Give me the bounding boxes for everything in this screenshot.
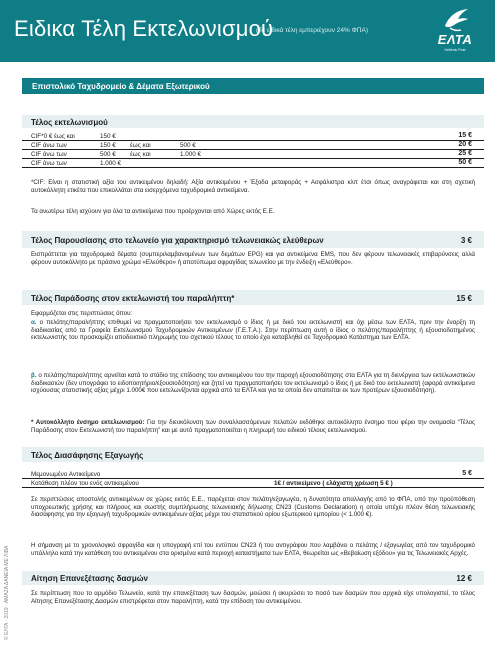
- delivery-fee-title: Τέλος Παράδοσης στον εκτελωνιστή του παραλήπτη*: [22, 290, 484, 305]
- fee-row: CIF άνω των 500 € έως και 1.000 € 25 €: [22, 150, 484, 159]
- non-eu-note: Τα ανωτέρω τέλη ισχύουν για όλα τα αντικείμενα που προέρχονται από Χώρες εκτός Ε.Ε.: [31, 208, 275, 215]
- side-copyright: © ΕΛΤΑ · 2019 · ΑΜΑΖΑ ΔΑΝΕΙΑ ΜΕ ΛΙΒΑ: [4, 545, 10, 640]
- content-area: [22, 78, 484, 650]
- presentation-fee-text: Εισπράττεται για ταχυδρομικά δέματα (συμπεριλαμβανομένων των δεμάτων EPG) και για αντικείμενα EMS, που δεν φέρουν τελωνειακές επιβαρύνσεις αλλά φέρουν αυτοκόλλητο με πράσινο χρώμα «Ελεύθερο» ή αποτύπωμα σφραγίδας τελωνείου με την ένδειξη «Ελεύθερο».: [31, 251, 475, 266]
- customs-fee-title: Τέλος εκτελωνισμού: [22, 115, 484, 128]
- export-text-2: Η σήμανση με το χρονολογικό σφραγίδα και η υπογραφή επί του εντύπου CN23 ή του αντιγράφου που λαμβάνει ο πελάτης / εξαγωγέας από τον ταχυδρομικό υπάλληλο κατά την κατάθεση του αντικειμένου στα ορισμένα κατά περιοχή καταστήματα των ΕΛΤΑ, θεωρείται ως «Βεβαίωση εξόδου» για τις Τελωνειακές Αρχές.: [31, 542, 475, 557]
- delivery-case-b: β. ο πελάτης/παραλήπτης αρνείται κατά το στάδιο της επίδοσης του αντικειμένου του την παροχή εξουσιοδότησης στα ΕΛΤΑ για τη διενέργεια των εκτελωνιστικών διαδικασιών (δεν υπογράφει το ειδοποιητήριο/εξουσιοδότηση) και ζητεί να πραγματοποιήσει τον εκτελωνισμό ο ίδιος ή με δικό του εκτελωνιστή (αφορά αντικείμενα ισχύουσας στατιστικής αξίας μέχρι 1.000€ που εκτελωνίζονται αρχικά από τα ΕΛΤΑ και για τα οποία δεν απαιτείται εκ των προτέρων εξουσιοδότηση).: [31, 372, 475, 395]
- section-title: Επιστολικό Ταχυδρομείο & Δέματα Εξωτερικού: [22, 78, 484, 94]
- page-title: Ειδικα Τέλη Εκτελωνισμού: [14, 16, 274, 41]
- page-header: [0, 0, 495, 62]
- delivery-fee-price: 15 €: [456, 294, 472, 303]
- fee-row: CIF άνω των 150 € έως και 500 € 20 €: [22, 141, 484, 150]
- logo-text: ΕΛΤΑ: [437, 32, 473, 47]
- duty-review-price: 12 €: [456, 574, 472, 583]
- logo-subtext: Hellenic Post: [444, 48, 466, 52]
- export-fee-title: Τέλος Διασάφησης Εξαγωγής: [22, 447, 484, 462]
- delivery-intro: Εφαρμόζεται στις περιπτώσεις όπου:: [31, 310, 133, 317]
- export-row-multiple: Κατάθεση πλέον του ενός αντικειμένου 1€ / αντικείμενο ( ελάχιστη χρέωση 5 € ): [22, 479, 484, 488]
- export-text-1: Σε περιπτώσεις αποστολής αντικειμένων σε χώρες εκτός Ε.Ε., παρέχεται στον πελάτη/εξαγωγέα, η δυνατότητα απαλλαγής από το ΦΠΑ, υπό την προϋπόθεση υποχρεωτικής χρήσης και πλήρους και σωστής συμπλήρωσης τελωνειακής δήλωσης CN23 (Customs Declaration) η οποία υπέχει πλέον θέση τελωνειακής διασάφησης για την εξαγωγή ταχυδρομικών αντικειμένων αξίας μέχρι του στατιστικού ορίου εξωτερικού εμπορίου (< 1.000 €).: [31, 496, 475, 519]
- hermes-icon: [441, 6, 471, 34]
- duty-review-text: Σε περίπτωση που το αρμόδιο Τελωνείο, κατά την επανεξέταση των δασμών, μειώσει ή ακυρώσει το ποσό των δασμών που αρχικά είχε υπολογιστεί, το τέλος Αίτησης Επανεξέτασης Δασμών επιστρέφεται στον παραλήπτη, κατά την επίδοση του αντικειμένου.: [31, 590, 475, 605]
- cif-note: *CIF: Είναι η στατιστική αξία του αντικειμένου δηλαδή: Αξία αντικειμένου + Έξοδα μεταφοράς + Ασφάλιστρα κλπ έτσι όπως αναγράφεται και στη σχετική αυτοκόλλητη ετικέτα που επικολλάται στα εισερχόμενα ταχυδρομικά αντικείμενα.: [31, 179, 475, 194]
- delivery-case-a: α. ο πελάτης/παραλήπτης επιθυμεί να πραγματοποιήσει τον εκτελωνισμό ο ίδιος ή με δικό του εκτελωνιστή και όχι μέσω των ΕΛΤΑ, πριν την έναρξη τη διαδικασίας από τα Γραφεία Εκτελωνισμού Ταχυδρομικών Αντικειμένων (Γ.Ε.Τ.Α.). Στην περίπτωση αυτή ο ίδιος ο πελάτης/παραλήπτης ή εξουσιοδοτημένος εκτελωνιστής του προσκομίζει αποδεικτικό πληρωμής του σχετικού τέλους το οποίο έχει καταβληθεί σε Ταχυδρομικό Κατάστημα των ΕΛΤΑ.: [31, 319, 475, 342]
- page-subtitle: (Τα ειδικά τέλη εμπεριέχουν 24% ΦΠΑ): [256, 27, 368, 34]
- elta-logo: [433, 6, 477, 58]
- export-row-single: Μεμονωμένο Αντικείμενο 5 €: [22, 470, 484, 479]
- presentation-fee-price: 3 €: [460, 236, 472, 245]
- presentation-fee-title: Τέλος Παρουσίασης στο τελωνείο για χαρακτηρισμό τελωνειακώς ελεύθερων: [22, 231, 484, 248]
- delivery-stamp-note: * Αυτοκόλλητο ένσημο εκτελωνισμού: Για την διευκόλυνση των συναλλασσόμενων πελατών εκδόθηκε αυτοκόλλητο ένσημο που φέρει την ονομασία “Τέλος Παράδοσης στον Εκτελωνιστή του παραλήπτη” και με αυτό πραγματοποιείται η πληρωμή του ειδικού τέλους εκτελωνισμού.: [31, 419, 476, 434]
- fee-row: CIF*0 € έως και 150 € 15 €: [22, 132, 484, 141]
- duty-review-title: Αίτηση Επανεξέτασης δασμών: [22, 571, 484, 585]
- fee-row: CIF άνω των 1.000 € 50 €: [22, 159, 484, 168]
